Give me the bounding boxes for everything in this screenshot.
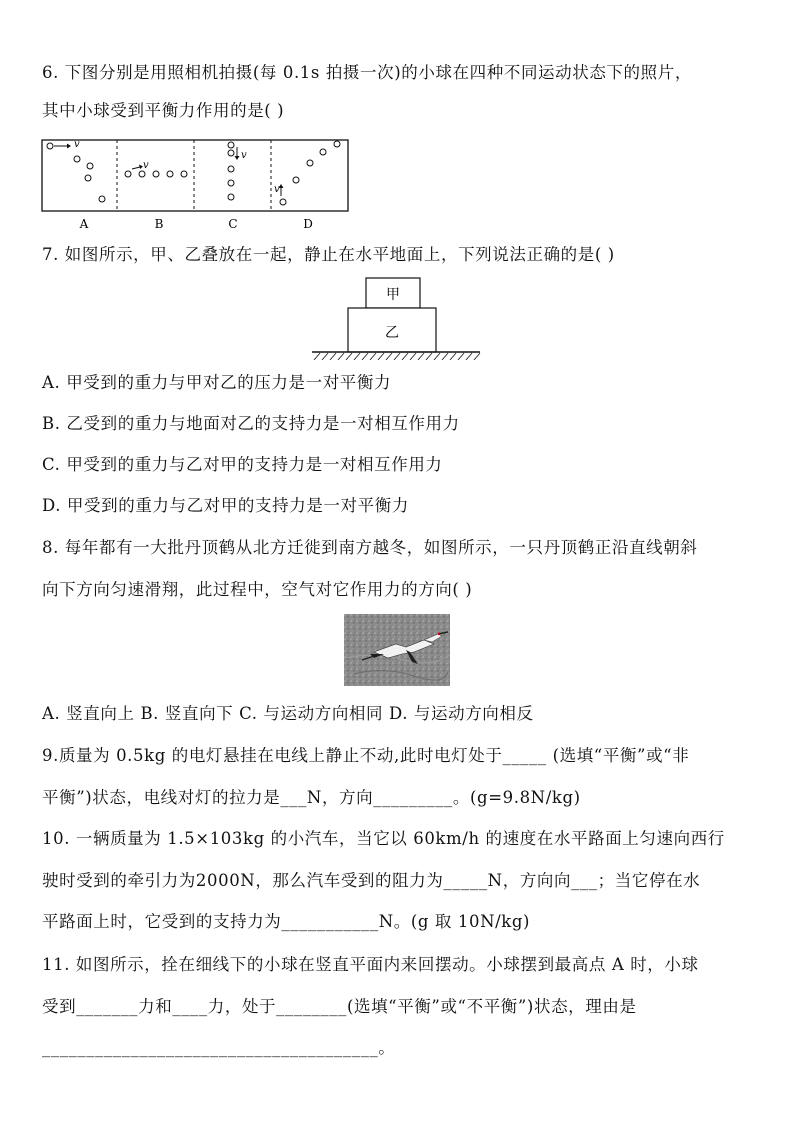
ground-hatching — [314, 353, 480, 360]
q10-stem-line1: 10. 一辆质量为 1.5×103kg 的小汽车，当它以 60km/h 的速度在水平路面上匀速向西行 — [42, 829, 725, 848]
q6-label-b: B — [154, 217, 164, 231]
q6-panel-b-velocity-label: v — [143, 160, 149, 171]
q7-option-b: B. 乙受到的重力与地面对乙的支持力是一对相互作用力 — [42, 414, 460, 433]
q8-stem-line1: 8. 每年都有一大批丹顶鹤从北方迁徙到南方越冬，如图所示，一只丹顶鹤正沿直线朝斜 — [42, 538, 698, 557]
q6-panel-a-velocity-label: v — [74, 139, 80, 150]
q6-panel-b-balls — [125, 171, 187, 177]
q6-panel-c-balls — [228, 142, 234, 200]
q9-stem-line1: 9.质量为 0.5kg 的电灯悬挂在电线上静止不动,此时电灯处于_____ (选填“平衡”或“非 — [42, 746, 690, 765]
q8-crane-photo — [344, 614, 450, 686]
q6-panel-a-balls — [47, 143, 105, 202]
q6-label-c: C — [228, 217, 238, 231]
q6-stem-line1: 6. 下图分别是用照相机拍摄(每 0.1s 拍摄一次)的小球在四种不同运动状态下的照片， — [42, 63, 692, 82]
q10-stem-line3: 平路面上时，它受到的支持力为___________N。(g 取 10N/kg) — [42, 912, 531, 931]
q7-option-d: D. 甲受到的重力与乙对甲的支持力是一对平衡力 — [42, 496, 409, 515]
q11-stem-line2: 受到_______力和____力，处于________(选填“平衡”或“不平衡”)状态，理由是 — [42, 997, 637, 1016]
q7-stem: 7. 如图所示，甲、乙叠放在一起，静止在水平地面上，下列说法正确的是( ) — [42, 245, 615, 264]
q6-panel-c-velocity-label: v — [241, 150, 247, 161]
q7-option-c: C. 甲受到的重力与乙对甲的支持力是一对相互作用力 — [42, 455, 443, 474]
q8-stem-line2: 向下方向匀速滑翔，此过程中，空气对它作用力的方向( ) — [42, 580, 473, 599]
q9-stem-line2: 平衡”)状态，电线对灯的拉力是___N，方向_________。(g=9.8N/kg) — [42, 788, 581, 807]
q6-label-a: A — [79, 217, 89, 231]
q6-motion-figure — [40, 138, 352, 238]
q8-options: A. 竖直向上 B. 竖直向下 C. 与运动方向相同 D. 与运动方向相反 — [42, 704, 534, 723]
q6-panel-d-velocity-label: v — [274, 184, 280, 195]
q11-stem-line3: ______________________________________。 — [42, 1038, 396, 1057]
q10-stem-line2: 驶时受到的牵引力为2000N，那么汽车受到的阻力为_____N，方向向___；当它停在水 — [42, 871, 701, 890]
block-yi-label: 乙 — [385, 325, 399, 341]
q11-stem-line1: 11. 如图所示，拴在细线下的小球在竖直平面内来回摆动。小球摆到最高点 A 时，小球 — [42, 955, 699, 974]
q7-stacked-blocks-figure — [310, 276, 486, 368]
q6-label-d: D — [303, 217, 313, 231]
block-jia-label: 甲 — [386, 287, 400, 303]
q6-panel-d-balls — [280, 141, 340, 205]
q7-option-a: A. 甲受到的重力与甲对乙的压力是一对平衡力 — [42, 373, 392, 392]
q6-stem-line2: 其中小球受到平衡力作用的是( ) — [42, 101, 285, 120]
